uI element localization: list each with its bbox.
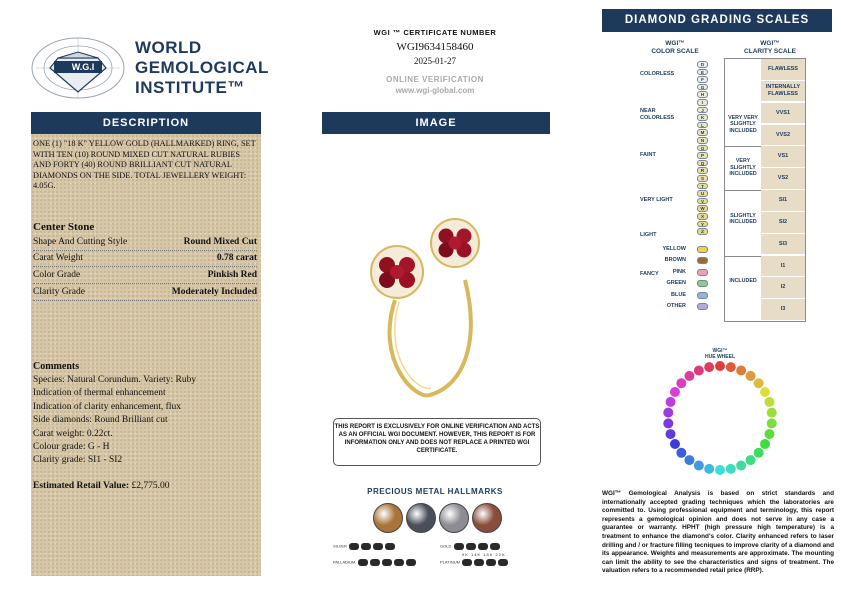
hallmarks-title: PRECIOUS METAL HALLMARKS bbox=[367, 487, 503, 496]
hallmark-row-gold bbox=[440, 543, 502, 550]
hue-wheel-swatch bbox=[736, 461, 746, 471]
hue-wheel-title: WGI™ HUE WHEEL bbox=[705, 348, 735, 360]
fancy-color-gem bbox=[697, 292, 708, 299]
online-verification-label: ONLINE VERIFICATION bbox=[386, 75, 484, 84]
comments-title: Comments bbox=[33, 361, 80, 372]
logo-line-3: INSTITUTE™ bbox=[135, 78, 245, 97]
spec-value: Pinkish Red bbox=[207, 270, 257, 280]
color-group-label: NEAR COLORLESS bbox=[640, 108, 675, 121]
hue-wheel-swatch bbox=[666, 397, 676, 407]
ruby-cluster-left bbox=[371, 246, 423, 298]
fancy-label: FANCY bbox=[640, 271, 659, 277]
comment-line: Carat weight: 0.22ct. bbox=[33, 428, 113, 439]
clarity-group-divider bbox=[725, 190, 761, 191]
grading-scales-header: DIAMOND GRADING SCALES bbox=[602, 9, 832, 32]
clarity-grade-cell: I3 bbox=[761, 299, 805, 321]
description-header: DESCRIPTION bbox=[31, 112, 261, 134]
color-group-label: COLORLESS bbox=[640, 71, 675, 77]
hue-wheel-swatch bbox=[746, 455, 756, 465]
hue-wheel-swatch bbox=[676, 448, 686, 458]
fancy-color-gem bbox=[697, 246, 708, 253]
hue-wheel bbox=[650, 348, 790, 478]
color-scale-head: WGI™ COLOR SCALE bbox=[651, 40, 699, 55]
hue-wheel-swatch bbox=[760, 387, 770, 397]
color-grade-gem-g: G bbox=[697, 84, 708, 91]
gold-hallmark-coin bbox=[373, 503, 403, 533]
hue-wheel-swatch bbox=[715, 465, 725, 475]
disclaimer-text: WGI™ Gemological Analysis is based on strict standards and internationally accepted grading techniques which the laboratories are committed to. Using professional equipment and terminology, this report represents a gemological opinion and does not serve in any case a guarantee or warranty. HPHT (high pressure high temperature) is a treatment to enhance the diamond's color. Clarity enhanced refers to laser drilling and / or fracture filling tecniques to improve clarity of a diamond and its appearance. Weights and measurements are approximate. The mounting can limit the ability to see the characteristics and signs of treatment. The valuation refers to a recommended retail price (RRP). bbox=[602, 490, 834, 575]
fancy-color-label: BLUE bbox=[671, 291, 686, 298]
online-report-notice: THIS REPORT IS EXCLUSIVELY FOR ONLINE VERIFICATION AND ACTS AS AN OFFICIAL WGI DOCUMENT. HOWEVER, THIS REPORT IS FOR INFORMATION ONLY AND DOES NOT REPLACE A PRINTED WGI CERTIFICATE. bbox=[333, 418, 541, 466]
ruby-cluster-right bbox=[431, 219, 479, 267]
spec-label: Carat Weight bbox=[33, 253, 83, 263]
color-grade-gem-u: U bbox=[697, 190, 708, 197]
fancy-color-gem bbox=[697, 303, 708, 310]
hue-wheel-swatch bbox=[726, 464, 736, 474]
clarity-grade-cell: SI2 bbox=[761, 212, 805, 234]
certificate-date: 2025-01-27 bbox=[414, 56, 456, 66]
hue-wheel-swatch bbox=[663, 408, 673, 418]
comment-line: Clarity grade: SI1 - SI2 bbox=[33, 455, 123, 466]
clarity-grade-cell: FLAWLESS bbox=[761, 59, 805, 81]
spec-label: Clarity Grade bbox=[33, 287, 85, 297]
clarity-group-divider bbox=[725, 321, 761, 322]
hue-wheel-swatch bbox=[764, 397, 774, 407]
hallmark-row-palladium bbox=[333, 559, 418, 566]
hue-wheel-swatch bbox=[715, 361, 725, 371]
hue-wheel-swatch bbox=[676, 378, 686, 388]
color-grade-gem-k: K bbox=[697, 114, 708, 121]
clarity-group-divider bbox=[725, 256, 761, 257]
clarity-scale-head: WGI™ CLARITY SCALE bbox=[744, 40, 796, 55]
spec-row-shape bbox=[33, 235, 257, 251]
fancy-color-label: PINK bbox=[672, 268, 686, 275]
center-stone-title: Center Stone bbox=[33, 221, 95, 233]
hallmark-row-label: PLATINUM bbox=[440, 559, 460, 565]
image-header: IMAGE bbox=[322, 112, 550, 134]
color-group-label: VERY LIGHT bbox=[640, 197, 673, 203]
color-grade-gem-r: R bbox=[697, 167, 708, 174]
verification-url[interactable]: www.wgi-global.com bbox=[395, 86, 475, 95]
clarity-grade-cell: I1 bbox=[761, 256, 805, 278]
fancy-color-label: OTHER bbox=[666, 303, 686, 309]
clarity-grade-cell: SI1 bbox=[761, 190, 805, 212]
logo-line-1: WORLD bbox=[135, 38, 202, 57]
hallmark-row-label: SILVER bbox=[333, 543, 347, 549]
spec-row-carat bbox=[33, 251, 257, 267]
spec-value: Moderately Included bbox=[171, 287, 257, 297]
hue-wheel-swatch bbox=[663, 418, 673, 428]
logo-wordmark bbox=[135, 38, 269, 98]
hue-wheel-swatch bbox=[736, 365, 746, 375]
hallmark-row-label: GOLD bbox=[440, 543, 452, 549]
hue-wheel-swatch bbox=[746, 371, 756, 381]
clarity-group-label: VERY VERY SLIGHTLY INCLUDED bbox=[728, 114, 758, 134]
hue-wheel-swatch bbox=[666, 429, 676, 439]
clarity-group-divider bbox=[725, 146, 761, 147]
color-grade-gem-p: P bbox=[697, 152, 708, 159]
hallmark-row-silver bbox=[333, 543, 397, 550]
spec-value: 0.78 carat bbox=[216, 253, 257, 263]
clarity-group-label: INCLUDED bbox=[729, 278, 757, 285]
fancy-color-gem bbox=[697, 280, 708, 287]
color-grade-gem-y: Y bbox=[697, 221, 708, 228]
fancy-color-gem bbox=[697, 269, 708, 276]
hue-wheel-swatch bbox=[670, 439, 680, 449]
hue-wheel-swatch bbox=[704, 362, 714, 372]
comment-line: Indication of clarity enhancement, flux bbox=[33, 401, 181, 412]
color-grade-gem-l: L bbox=[697, 122, 708, 129]
spec-value: Round Mixed Cut bbox=[183, 237, 257, 247]
hue-wheel-swatch bbox=[694, 461, 704, 471]
description-text: ONE (1) "18 K" YELLOW GOLD (HALLMARKED) RING, SET WITH TEN (10) ROUND MIXED CUT NATURAL RUBIES AND FORTY (40) ROUND BRILLIANT CUT NATURAL DIAMONDS ON THE SIDE. TOTAL JEWELLERY WEIGHT: 4.05G. bbox=[33, 139, 256, 190]
hue-wheel-swatch bbox=[754, 378, 764, 388]
description-panel bbox=[31, 134, 261, 576]
color-group-label: FAINT bbox=[640, 152, 656, 158]
color-group-label: LIGHT bbox=[640, 232, 657, 238]
hue-wheel-swatch bbox=[726, 362, 736, 372]
color-grade-gem-v: V bbox=[697, 198, 708, 205]
hue-wheel-swatch bbox=[767, 418, 777, 428]
comment-line: Colour grade: G - H bbox=[33, 442, 110, 453]
comment-line: Species: Natural Corundum. Variety: Ruby bbox=[33, 375, 197, 385]
retail-value bbox=[33, 481, 169, 491]
certificate-label: WGI ™ CERTIFICATE NUMBER bbox=[373, 28, 497, 37]
certificate-number: WGI9634158460 bbox=[396, 41, 474, 53]
hue-wheel-swatch bbox=[704, 464, 714, 474]
ring-photo bbox=[355, 210, 505, 410]
fancy-color-label: YELLOW bbox=[662, 246, 686, 252]
hue-wheel-swatch bbox=[767, 408, 777, 418]
clarity-grade-cell: VVS1 bbox=[761, 103, 805, 125]
hue-wheel-swatch bbox=[684, 371, 694, 381]
logo-badge: W.G.I bbox=[71, 62, 95, 72]
color-grade-gem-h: H bbox=[697, 91, 708, 98]
clarity-grade-cell: VVS2 bbox=[761, 125, 805, 147]
color-grade-gem-n: N bbox=[697, 137, 708, 144]
color-grade-gem-d: D bbox=[697, 61, 708, 68]
spec-row-clarity bbox=[33, 285, 257, 301]
clarity-group-label: SLIGHTLY INCLUDED bbox=[729, 212, 757, 226]
fancy-color-gem bbox=[697, 257, 708, 264]
color-grade-gem-s: S bbox=[697, 175, 708, 182]
palladium-hallmark-coin bbox=[406, 503, 436, 533]
color-grade-gem-f: F bbox=[697, 76, 708, 83]
clarity-grade-cell: SI3 bbox=[761, 234, 805, 256]
clarity-grade-cell: VS2 bbox=[761, 168, 805, 190]
comment-line: Side diamonds: Round Brilliant cut bbox=[33, 415, 168, 426]
color-grade-gem-x: X bbox=[697, 213, 708, 220]
hue-wheel-swatch bbox=[670, 387, 680, 397]
color-grade-gem-j: J bbox=[697, 107, 708, 114]
clarity-grade-cell: VS1 bbox=[761, 146, 805, 168]
hue-wheel-swatch bbox=[764, 429, 774, 439]
platinum-hallmark-coin bbox=[472, 503, 502, 533]
retail-amount: £2,775.00 bbox=[131, 481, 170, 491]
spec-row-color bbox=[33, 268, 257, 284]
color-grade-gem-m: M bbox=[697, 129, 708, 136]
hallmark-row-label: PALLADIUM bbox=[333, 559, 356, 565]
clarity-grade-cell: INTERNALLY FLAWLESS bbox=[761, 81, 805, 102]
color-grade-gem-t: T bbox=[697, 183, 708, 190]
color-grade-gem-z: Z bbox=[697, 228, 708, 235]
hallmark-row-platinum bbox=[440, 559, 510, 566]
clarity-scale-grid bbox=[724, 58, 806, 322]
color-grade-gem-q: Q bbox=[697, 160, 708, 167]
color-grade-gem-e: E bbox=[697, 69, 708, 76]
hue-wheel-swatch bbox=[694, 365, 704, 375]
spec-label: Shape And Cutting Style bbox=[33, 237, 128, 247]
silver-hallmark-coin bbox=[439, 503, 469, 533]
fancy-color-label: GREEN bbox=[666, 280, 686, 287]
spec-label: Color Grade bbox=[33, 270, 81, 280]
fancy-color-label: BROWN bbox=[664, 257, 686, 264]
color-grade-gem-o: O bbox=[697, 145, 708, 152]
color-grade-gem-i: I bbox=[697, 99, 708, 106]
clarity-grade-cell: I2 bbox=[761, 277, 805, 299]
color-grade-gem-w: W bbox=[697, 205, 708, 212]
retail-label: Estimated Retail Value: bbox=[33, 481, 130, 491]
hue-wheel-swatch bbox=[760, 439, 770, 449]
comment-line: Indication of thermal enhancement bbox=[33, 388, 166, 399]
hue-wheel-swatch bbox=[684, 455, 694, 465]
hue-wheel-swatch bbox=[754, 448, 764, 458]
gold-fineness-marks: 9K 14K 18K 22K bbox=[462, 552, 506, 557]
comments-list bbox=[33, 374, 196, 468]
logo-line-2: GEMOLOGICAL bbox=[135, 58, 269, 77]
clarity-group-label: VERY SLIGHTLY INCLUDED bbox=[729, 158, 757, 178]
